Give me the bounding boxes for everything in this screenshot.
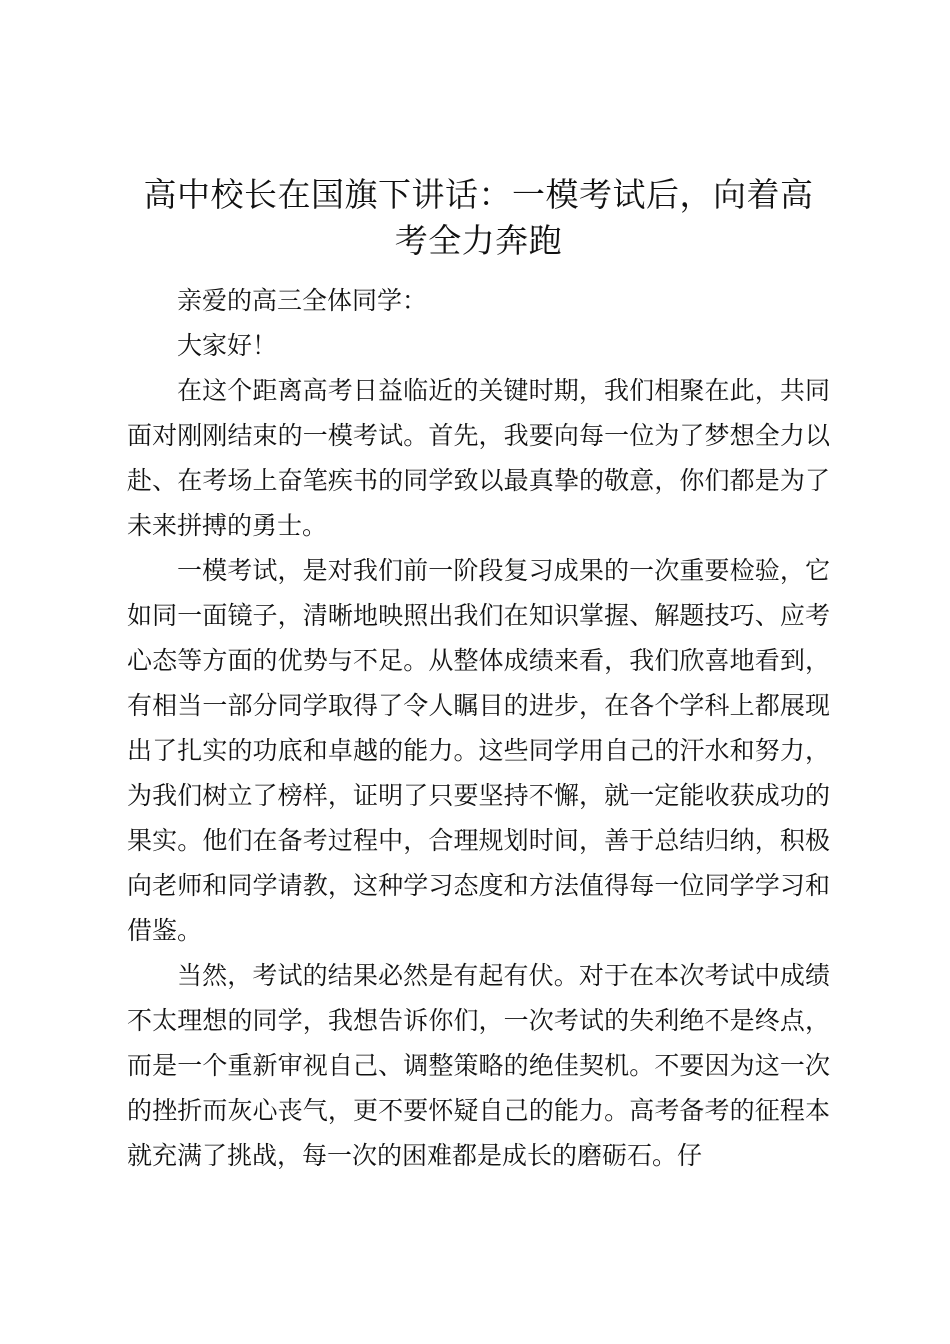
body-paragraph: 一模考试，是对我们前一阶段复习成果的一次重要检验，它如同一面镜子，清晰地映照出我们在知识掌握、解题技巧、应考心态等方面的优势与不足。从整体成绩来看，我们欣喜地看到，有相当一部分同学取得了令人瞩目的进步，在各个学科上都展现出了扎实的功底和卓越的能力。这些同学用自己的汗水和努力，为我们树立了榜样，证明了只要坚持不懈，就一定能收获成功的果实。他们在备考过程中，合理规划时间，善于总结归纳，积极向老师和同学请教，这种学习态度和方法值得每一位同学学习和借鉴。: [127, 556, 830, 945]
document-title: 高中校长在国旗下讲话：一模考试后，向着高考全力奔跑: [143, 175, 814, 260]
body-paragraph: 在这个距离高考日益临近的关键时期，我们相聚在此，共同面对刚刚结束的一模考试。首先，我要向每一位为了梦想全力以赴、在考场上奋笔疾书的同学致以最真挚的敬意，你们都是为了未来拼搏的勇士。: [127, 376, 830, 540]
salutation: 亲爱的高三全体同学：: [177, 286, 428, 315]
body-paragraph: 当然，考试的结果必然是有起有伏。对于在本次考试中成绩不太理想的同学，我想告诉你们，一次考试的失利绝不是终点，而是一个重新审视自己、调整策略的绝佳契机。不要因为这一次的挫折而灰心丧气，更不要怀疑自己的能力。高考备考的征程本就充满了挑战，每一次的困难都是成长的磨砺石。仔: [127, 961, 830, 1170]
greeting: 大家好！: [177, 331, 278, 360]
